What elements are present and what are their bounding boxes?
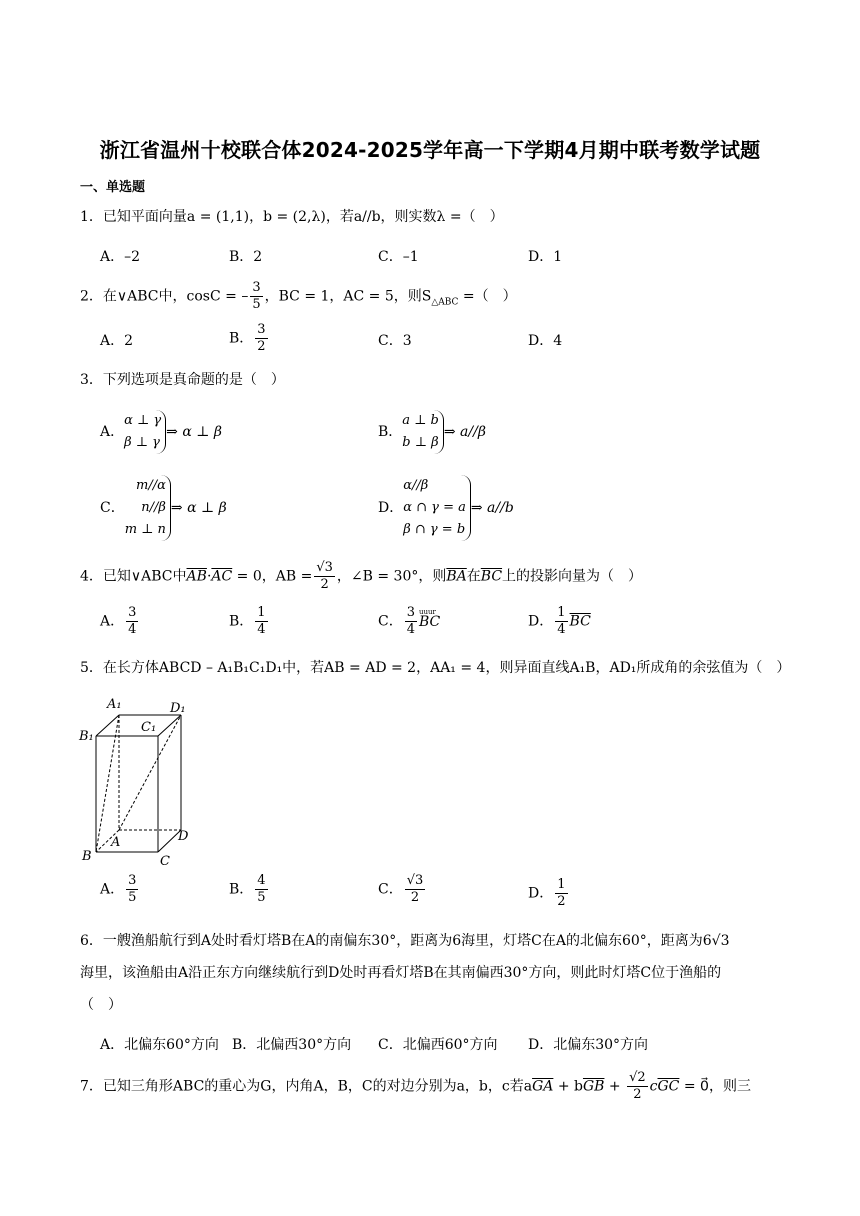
q2-fraction: $\frac{3}{5}$ (252, 280, 261, 312)
label-d1: D₁ (170, 701, 186, 716)
q2-subscript: △ABC (431, 297, 459, 308)
q3-option-a: A．α ⊥ γ β ⊥ γ⇒ α ⊥ β (100, 410, 222, 454)
q5-option-d: D． $\frac{1}{2}$ (528, 877, 566, 909)
question-5-stem: 5．在长方体ABCD – A₁B₁C₁D₁中，若AB = AD = 2，AA₁ = 4，则异面直线A₁B，AD₁所成角的余弦值为（ ） (80, 660, 791, 676)
q4-option-d: D． $\frac{1}{4}$ $\overline{BC}$ (528, 605, 591, 637)
label-a: A (111, 835, 121, 850)
label-d: D (178, 829, 189, 844)
q1-option-a: A．–2 (100, 249, 141, 265)
label-c: C (160, 854, 170, 869)
label-b1: B₁ (79, 729, 94, 744)
q5-option-c: C． $\frac{√3}{2}$ (378, 873, 424, 905)
question-2-stem (80, 280, 517, 313)
q6-line-3: （ ） (80, 997, 122, 1013)
q2-option-c: C．3 (378, 333, 412, 349)
q3-option-d: D．α//β α ∩ γ = a β ∩ γ = b⇒ a//b (378, 475, 514, 541)
label-c1: C₁ (141, 720, 157, 735)
label-b: B (82, 849, 92, 864)
question-6-stem (80, 925, 786, 1021)
question-7-stem: 7．已知三角形ABC的重心为G，内角A，B，C的对边分别为a，b，c若$a\overline{GA} + b\overline{GB}$ + $\frac{√2}{2}$ $c\overline{GC}$ = 0⃗，则三 (80, 1070, 751, 1102)
q4-option-a: A． $\frac{3}{4}$ (100, 605, 137, 637)
q6-option-d: D．北偏东30°方向 (528, 1037, 649, 1053)
q2-option-b: B． $\frac{3}{2}$ (229, 322, 266, 354)
q2-option-a: A．2 (100, 333, 134, 349)
q6-option-b: B．北偏西30°方向 (232, 1037, 352, 1053)
section-heading: 一、单选题 (80, 180, 146, 195)
q2-stem-part2: ，BC = 1，AC = 5，则S (264, 288, 432, 305)
q3-option-c: C．m//α n//β m ⊥ n⇒ α ⊥ β (100, 475, 227, 541)
cuboid-diagram (76, 690, 206, 870)
q4-option-c: C． $\frac{3}{4}$ uuur BC (378, 605, 441, 637)
q6-line-2: 海里，该渔船由A沿正东方向继续航行到D处时再看灯塔B在其南偏西30°方向，则此时灯塔C位于渔船的 (80, 965, 722, 981)
q5-option-b: B． $\frac{4}{5}$ (229, 873, 266, 905)
question-3-stem: 3．下列选项是真命题的是（ ） (80, 372, 285, 388)
q5-option-a: A． $\frac{3}{5}$ (100, 873, 137, 905)
page-title: 浙江省温州十校联合体2024-2025学年高一下学期4月期中联考数学试题 (99, 138, 761, 162)
q2-option-d: D．4 (528, 333, 563, 349)
q3-option-b: B．a ⊥ b b ⊥ β⇒ a//β (378, 410, 486, 454)
edge-c1-d1 (158, 715, 181, 736)
q6-option-c: C．北偏西60°方向 (378, 1037, 498, 1053)
question-1-stem: 1．已知平面向量a = (1,1)，b = (2,λ)，若a//b，则实数λ =（ ） (80, 209, 504, 225)
q4-option-b: B． $\frac{1}{4}$ (229, 605, 266, 637)
q2-stem-part1: 2．在∨ABC中，cosC = – (80, 288, 249, 305)
q1-option-b: B．2 (229, 249, 263, 265)
q2-stem-part3: =（ ） (458, 288, 517, 305)
q1-option-c: C．–1 (378, 249, 419, 265)
q6-line-1: 6．一艘渔船航行到A处时看灯塔B在A的南偏东30°，距离为6海里，灯塔C在A的北偏东60°，距离为6√3 (80, 933, 730, 949)
q1-option-d: D．1 (528, 249, 563, 265)
label-a1: A₁ (107, 697, 122, 712)
question-4-stem: 4．已知∨ABC中$\overline{AB}\cdot\overline{AC} = 0$，AB = $\frac{√3}{2}$ ，∠B = 30°，则$\overline{BA}$在$\overline{BC}$上的投影向量为（ ） (80, 560, 643, 592)
q6-option-a: A．北偏东60°方向 (100, 1037, 219, 1053)
edge-a1-b1 (96, 715, 119, 736)
